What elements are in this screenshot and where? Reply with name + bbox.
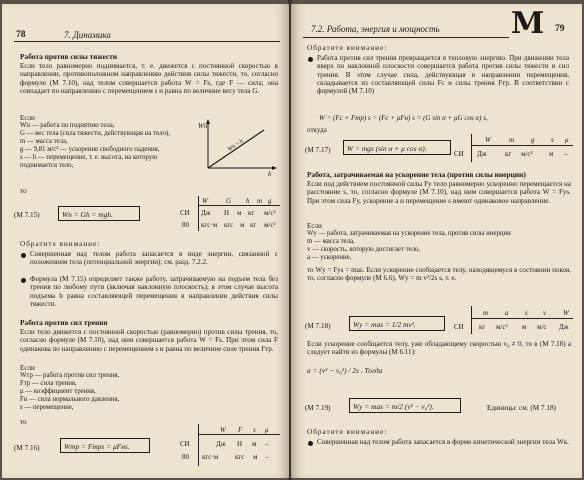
esli-label: Если xyxy=(307,222,322,230)
units-header: s xyxy=(551,136,554,144)
units-cell: Дж xyxy=(477,150,487,158)
definition-item: Fтр — сила трения, xyxy=(20,380,77,388)
units-header: W xyxy=(485,136,491,144)
formula-label: (М 7.17) xyxy=(305,146,331,154)
formula-m716: Wтр = Fтрs = μFнs. xyxy=(64,442,130,451)
esli-label: Если xyxy=(20,114,35,122)
paragraph: Если тело равномерно поднимается, т. е. движется с постоянной скоростью в направлении, противоположном направлению действия силы тяжести, то, согласно формуле (М 7.10), над телом совершается работа W = Fs, где F — сила; она совпадает по направлению с перемещением s и равна по величине весу тела G. xyxy=(20,62,278,96)
units-system: СИ xyxy=(454,323,464,331)
units-header: W xyxy=(563,309,569,317)
units-cell: Дж xyxy=(216,440,226,448)
units-reference: Единицы: см. (М 7.18) xyxy=(487,404,556,412)
definition-item: m — масса тела, xyxy=(20,138,68,146)
header-rule xyxy=(14,41,280,42)
units-rule xyxy=(198,205,280,206)
definition-item: μ — коэффициент трения, xyxy=(20,388,96,396)
bullet xyxy=(21,278,26,283)
units-rule xyxy=(471,145,573,146)
units-cell: Н xyxy=(224,209,230,217)
paragraph: Если ускорение сообщается телу, уже обладающему скоростью v₀ ≠ 0, то в (М 7.18) a следует найти из формулы (М 6.11): xyxy=(307,340,571,357)
to-label: то xyxy=(20,187,27,195)
bullet xyxy=(21,253,26,258)
formula-m715: Wп = Gh = mgh. xyxy=(62,210,113,219)
otkuda-label: откуда xyxy=(307,126,327,134)
units-cell: кгс xyxy=(235,453,245,461)
definition-item: s — перемещение, xyxy=(20,404,74,412)
units-header: μ xyxy=(565,136,569,144)
section-title-gravity: Работа против силы тяжести xyxy=(20,52,117,61)
page-number-right: 79 xyxy=(555,24,565,34)
units-cell: – xyxy=(564,150,568,158)
definition-item: Fн — сила нормального давления, xyxy=(20,396,120,404)
formula-m718: Wу = mas = 1/2 mv². xyxy=(353,320,416,329)
definition-item: v — скорость, которую достигает тело, xyxy=(307,246,421,254)
definitions-list xyxy=(307,230,571,262)
units-divider xyxy=(471,306,472,334)
units-system: СИ xyxy=(454,150,464,158)
note-title: Обратите внимание: xyxy=(307,44,388,52)
header-rule xyxy=(303,37,509,38)
units-header: m xyxy=(509,136,515,144)
units-divider xyxy=(198,196,199,231)
units-cell: м xyxy=(237,209,242,217)
units-cell: Дж xyxy=(559,323,569,331)
units-header: v xyxy=(543,309,547,317)
units-cell: – xyxy=(265,453,269,461)
note-bullet-text: Совершенная над телом работа запасается в виде энергии, связанной с положением тела (потенциальной энергии); см. разд. 7.2.2. xyxy=(30,250,278,267)
definition-item: a — ускорение, xyxy=(307,254,352,262)
units-header: W xyxy=(220,426,226,434)
note-title: Обратите внимание: xyxy=(20,240,101,248)
units-header: m xyxy=(257,197,263,205)
esli-label: Если xyxy=(20,364,35,372)
left-page xyxy=(2,4,289,478)
units-header: g xyxy=(531,136,535,144)
units-system: 80 xyxy=(182,453,189,461)
units-cell: м xyxy=(253,453,258,461)
units-cell: кгс·м xyxy=(202,453,219,461)
units-cell: кг xyxy=(505,150,512,158)
definition-item: m — масса тела, xyxy=(307,238,355,246)
units-header: W xyxy=(202,197,208,205)
units-cell: м xyxy=(549,150,554,158)
graph-y-label: Wп xyxy=(198,122,208,130)
units-cell: м xyxy=(522,323,527,331)
paragraph: то Wу = Fуs = mas. Если ускорение сообщается телу, находящемуся в состоянии покоя, то, согласно формуле (М 6.6), Wу = m v²/2s s, т. е. xyxy=(307,266,571,283)
page-number-left: 78 xyxy=(16,30,26,40)
definition-item: Wу — работа, затрачиваемая на ускорение тела, против силы инерции xyxy=(307,230,511,237)
definition-item: g — 9,81 м/с² — ускорение свободного падения, xyxy=(20,146,160,154)
units-cell: м/с² xyxy=(264,221,276,229)
formula-label: (М 7.15) xyxy=(14,211,40,219)
note-title: Обратите внимание: xyxy=(307,428,388,436)
definitions-list xyxy=(20,122,188,171)
definition-item: G — вес тела (сила тяжести, действующая на тело), xyxy=(20,130,170,138)
units-cell: м xyxy=(240,221,245,229)
units-system: СИ xyxy=(180,440,190,448)
units-header: G xyxy=(226,197,232,205)
formula-m719: Wу = mas = m/2 (v² − v₀²). xyxy=(353,402,434,411)
work-height-graph xyxy=(198,118,278,176)
definition-item: s — h — перемещение, т. е. высота, на которую поднимается тело, xyxy=(20,154,158,170)
units-header: F xyxy=(238,426,243,434)
units-cell: кг xyxy=(479,323,486,331)
running-header-right: 7.2. Работа, энергия и мощность xyxy=(311,24,440,34)
units-cell: м xyxy=(252,440,257,448)
units-cell: м/с² xyxy=(521,150,533,158)
formula-m717: W = mgs (sin α + μ cos α). xyxy=(347,144,427,153)
section-title-friction: Работа против сил трения xyxy=(20,318,108,327)
units-divider xyxy=(198,424,199,466)
units-cell: м/с xyxy=(537,323,547,331)
units-rule xyxy=(471,318,573,319)
definitions-list xyxy=(20,372,220,412)
note-bullet-text: Формула (М 7.15) определяет также работу, затрачиваемую на подъем тела без трения по любому пути (включая наклонную плоскость); в этом случае высота подъема h равна составляющей перемещения в направлении действия силы тяжести. xyxy=(30,275,278,309)
units-header: a xyxy=(505,309,509,317)
units-header: s xyxy=(525,309,528,317)
section-letter-marker: M xyxy=(511,6,545,41)
units-header: h xyxy=(246,197,250,205)
right-page xyxy=(291,4,582,478)
units-cell: Н xyxy=(237,440,243,448)
graph-x-label: h xyxy=(268,170,272,176)
units-cell: Дж xyxy=(201,209,211,217)
units-system: СИ xyxy=(180,209,190,217)
units-cell: кгс·м xyxy=(201,221,218,229)
units-cell: – xyxy=(265,440,269,448)
formula-acceleration: a = (v² − v₀²) / 2s . Тогда xyxy=(307,366,383,375)
graph-x-arrow xyxy=(272,166,277,170)
units-cell: м/с² xyxy=(264,209,276,217)
units-cell: кгс xyxy=(224,221,234,229)
bullet xyxy=(308,57,313,62)
definition-item: Wтр — работа против сил трения, xyxy=(20,372,120,379)
units-header: m xyxy=(483,309,489,317)
units-header: μ xyxy=(265,426,269,434)
units-rule xyxy=(198,434,280,435)
units-header: g xyxy=(268,197,272,205)
paragraph: Если тело движется с постоянной скоростью (равномерно) против силы трения, то, согласно формуле (М 7.10), над ним совершается работа W = Fs. При этом сила F одинакова по направлению с перемещением s и равна по величине силе трения Fтр. xyxy=(20,328,278,353)
running-header-left: 7. Динамика xyxy=(64,30,111,40)
formula-label: (М 7.19) xyxy=(305,404,331,412)
to-label: то xyxy=(20,418,27,426)
units-header: s xyxy=(253,426,256,434)
note-bullet-text: Работа против сил трения превращается в тепловую энергию. При движении тела вверх по наклонной плоскости совершается работа против силы тяжести и сил трения. В этом случае сила, действующая в направлении перемещения, складывается из составляющей силы Fс и силы трения Fтр. В соответствии с формулой (М 7.10) xyxy=(317,54,569,96)
units-cell: кг xyxy=(250,221,257,229)
definition-item: Wп — работа по поднятию тела, xyxy=(20,122,115,129)
paragraph: Если под действием постоянной силы Fу тело равномерно ускоренно перемещается на расстояние s, то, согласно формуле (М 7.10), над ним совершается работа W = Fуs. При этом сила Fу, ускорение a и перемещение s имеют одинаковое направление. xyxy=(307,180,571,205)
formula-inline: W = (Fс + Fтр) s = (Fс + μFн) s = (G sin α + μG cos α) s, xyxy=(319,114,488,122)
units-system: 80 xyxy=(182,221,189,229)
formula-label: (М 7.16) xyxy=(14,444,40,452)
units-cell: кг xyxy=(248,209,255,217)
graph-line-label: Wп ~ h xyxy=(226,138,245,153)
bullet xyxy=(308,441,313,446)
section-title-acceleration: Работа, затрачиваемая на ускорение тела (против силы инерции) xyxy=(307,170,526,179)
formula-label: (М 7.18) xyxy=(305,322,331,330)
units-divider xyxy=(471,134,472,162)
note-bullet-text: Совершенная над телом работа запасается в форме кинетической энергии тела Wк. xyxy=(317,438,569,446)
units-cell: м/с² xyxy=(496,323,508,331)
